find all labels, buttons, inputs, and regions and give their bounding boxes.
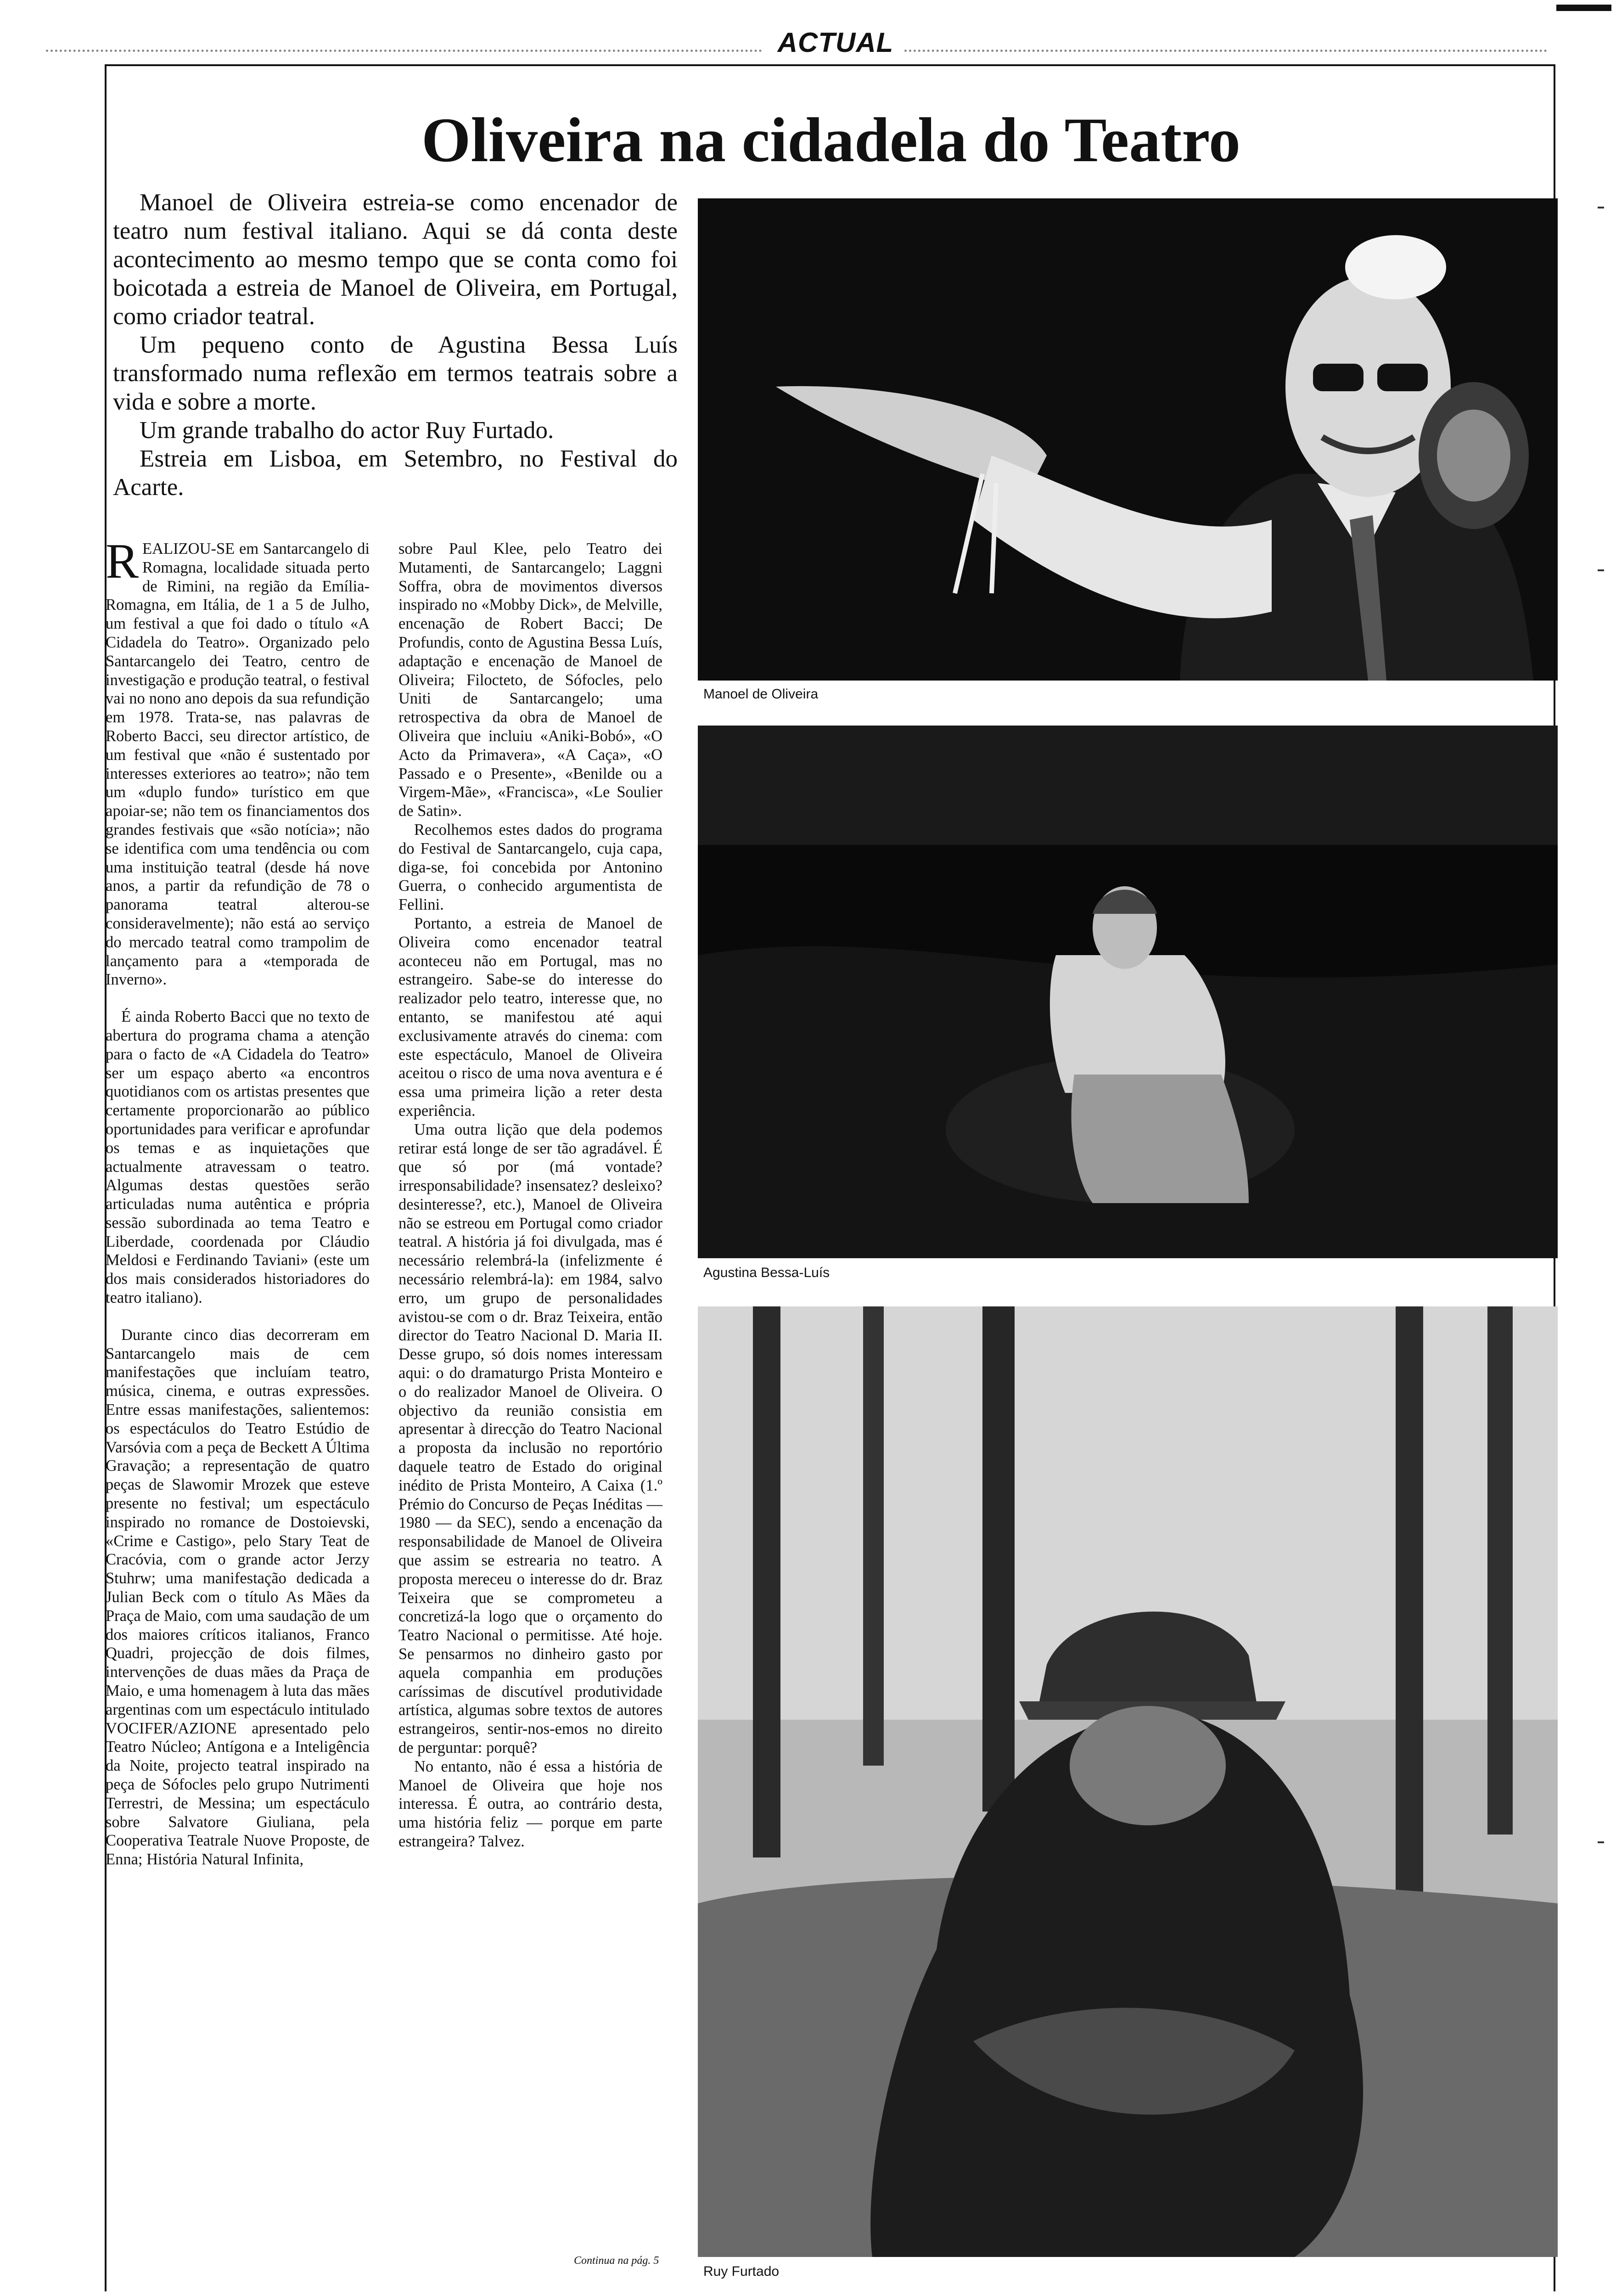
drop-cap: R	[106, 534, 139, 589]
article-paragraph: Uma outra lição que dela podemos retirar está longe de ser tão agradável. É que só por (má vontade? irresponsabilidade? insensatez? desleixo? desinteresse?, etc.), Manoel de Oliveira não se estreou em Portugal como criador teatral. A história já foi divulgada, mas é necessário relembrá-la (infelizmente é necessário relembrá-la): em 1984, salvo erro, um grupo de personalidades avistou-se com o dr. Braz Teixeira, então director do Teatro Nacional D. Maria II. Desse grupo, só dois nomes interessam aqui: o do dramaturgo Prista Monteiro e o do realizador Manoel de Oliveira. O objectivo da reunião consistia em apresentar à direcção do Teatro Nacional a proposta da inclusão no reportório daquele teatro de Estado do original inédito de Prista Monteiro, A Caixa (1.º Prémio do Concurso de Peças Inéditas — 1980 — da SEC), sendo a encenação da responsabilidade de Manoel de Oliveira que assim se estrearia no teatro. A proposta mereceu o interesse do dr. Braz Teixeira que se comprometeu a concretizá-la logo que o orçamento do Teatro Nacional o permitisse. Até hoje. Se pensarmos no dinheiro gasto por aquela companhia em produções caríssimas de discutível produtividade artística, algumas sobre textos de autores estrangeiros, sentir-nos-emos no direito de perguntar: porquê?	[398, 1120, 662, 1756]
continue-note: Continua na pág. 5	[574, 2255, 659, 2267]
photo-caption: Manoel de Oliveira	[703, 687, 819, 702]
photo-image	[698, 1306, 1558, 2257]
lead-paragraph: Manoel de Oliveira estreia-se como encenador de teatro num festival italiano. Aqui se dá conta deste acontecimento ao mesmo tempo que se conta como foi boicotada a estreia de Manoel de Oliveira, em Portugal, como criador teatral.	[113, 189, 678, 330]
corner-mark	[1556, 5, 1611, 11]
margin-mark	[1598, 207, 1604, 208]
margin-mark	[1598, 1841, 1604, 1843]
photo-manoel-de-oliveira	[698, 198, 1558, 681]
article-paragraph: É ainda Roberto Bacci que no texto de abertura do programa chama a atenção para o facto de «A Cidadela do Teatro» ser um espaço aberto «a encontros quotidianos com os artistas presentes que certamente proporcionarão ao público oportunidades para verificar e aprofundar os temas e as inquietações que actualmente atravessam o teatro. Algumas destas questões serão articuladas numa autêntica e própria sessão subordinada ao tema Teatro e Liberdade, coordenada por Cláudio Meldosi e Ferdinando Taviani» (este um dos mais considerados historiadores do teatro italiano).	[106, 1008, 370, 1307]
photo-ruy-furtado	[698, 1306, 1558, 2257]
lead-paragraph: Estreia em Lisboa, em Setembro, no Festival do Acarte.	[113, 445, 678, 501]
photo-image	[698, 726, 1558, 1258]
lead-paragraph: Um pequeno conto de Agustina Bessa Luís transformado numa reflexão em termos teatrais sobre a vida e sobre a morte.	[113, 332, 678, 415]
article-paragraph: sobre Paul Klee, pelo Teatro dei Mutamenti, de Santarcangelo; Laggni Soffra, obra de movimentos diversos inspirado no «Mobby Dick», de Melville, encenação de Robert Bacci; De Profundis, conto de Agustina Bessa Luís, adaptação e encenação de Manoel de Oliveira; Filocteto, de Sófocles, pelo Uniti de Santarcangelo; uma retrospectiva da obra de Manoel de Oliveira que incluiu «Aniki-Bobó», «O Acto da Primavera», «A Caça», «O Passado e o Presente», «Benilde ou a Virgem-Mãe», «Francisca», «Le Soulier de Satin».	[398, 540, 662, 820]
lead-paragraph: Um grande trabalho do actor Ruy Furtado.	[140, 417, 554, 444]
frame-bottom-cover	[0, 2291, 1616, 2296]
headline: Oliveira na cidadela do Teatro	[421, 105, 1240, 175]
article-paragraph: Durante cinco dias decorreram em Santarcangelo mais de cem manifestações que incluíam teatro, música, cinema, e outras expressões. Entre essas manifestações, salientemos: os espectáculos do Teatro Estúdio de Varsóvia com a peça de Beckett A Última Gravação; a representação de quatro peças de Slawomir Mrozek que esteve presente no festival; um espectáculo inspirado no romance de Dostoievski, «Crime e Castigo», pelo Stary Teat de Cracóvia, com o grande actor Jerzy Stuhrw; uma manifestação dedicada a Julian Beck com o título As Mães da Praça de Maio, com uma saudação de um dos maiores críticos italianos, Franco Quadri, projecção de dois filmes, intervenções de duas mães da Praça de Maio, e uma homenagem à luta das mães argentinas com um espectáculo intitulado VOCIFER/AZIONE apresentado pelo Teatro Núcleo; Antígona e a Inteligência da Noite, projecto teatral inspirado na peça de Sófocles pelo grupo Nutrimenti Terrestri, de Messina; um espectáculo sobre Salvatore Giuliana, pela Cooperativa Teatrale Nuove Proposte, de Enna; História Natural Infinita,	[106, 1326, 370, 1868]
photo-agustina-bessa-luis	[698, 726, 1558, 1258]
article-paragraph: Recolhemos estes dados do programa do Festival de Santarcangelo, cuja capa, diga-se, foi concebida por Antonino Guerra, o conhecido argumentista de Fellini.	[398, 821, 662, 914]
article-paragraph: No entanto, não é essa a história de Manoel de Oliveira que hoje nos interessa. É outra, ao contrário desta, uma história feliz — porque em parte estrangeira? Talvez.	[398, 1757, 662, 1850]
article-paragraph: Portanto, a estreia de Manoel de Oliveira como encenador teatral aconteceu não em Portugal, mas no estrangeiro. Sabe-se do interesse do realizador pelo teatro, interesse que, no entanto, se manifestou até aqui exclusivamente através do cinema: com este espectáculo, Manoel de Oliveira aceitou o risco de uma nova aventura e é essa uma primeira lição a reter desta experiência.	[398, 914, 662, 1120]
lead-block	[113, 188, 678, 501]
margin-mark	[1598, 569, 1604, 571]
section-label: ACTUAL	[777, 27, 894, 58]
photo-caption: Agustina Bessa-Luís	[703, 1265, 830, 1280]
article-column-1	[106, 534, 370, 1869]
photo-caption: Ruy Furtado	[703, 2264, 780, 2279]
section-dots-left	[46, 50, 762, 52]
article-paragraph: REALIZOU-SE em Santarcangelo di Romagna, localidade situada perto de Rimini, na região da Emília-Romagna, em Itália, de 1 a 5 de Julho, um festival a que foi dado o título «A Cidadela do Teatro». Organizado pelo Santarcangelo dei Teatro, centro de investigação e produção teatral, o festival vai no nono ano depois da sua refundição em 1978. Trata-se, nas palavras de Roberto Bacci, seu director artístico, de um festival que «não é sustentado por interesses exteriores ao teatro»; não tem um «duplo fundo» turístico em que apoiar-se; não tem os financiamentos dos grandes festivais que «são notícia»; não se identifica com uma tendência ou com uma instituição teatral (desde há nove anos, a partir da refundição de 78 o panorama teatral alterou-se consideravelmente); não está ao serviço do mercado teatral como trampolim de lançamento para a «temporada de Inverno».	[106, 534, 370, 989]
photo-image	[698, 198, 1558, 681]
section-dots-right	[904, 50, 1547, 52]
article-column-2	[398, 540, 662, 1851]
